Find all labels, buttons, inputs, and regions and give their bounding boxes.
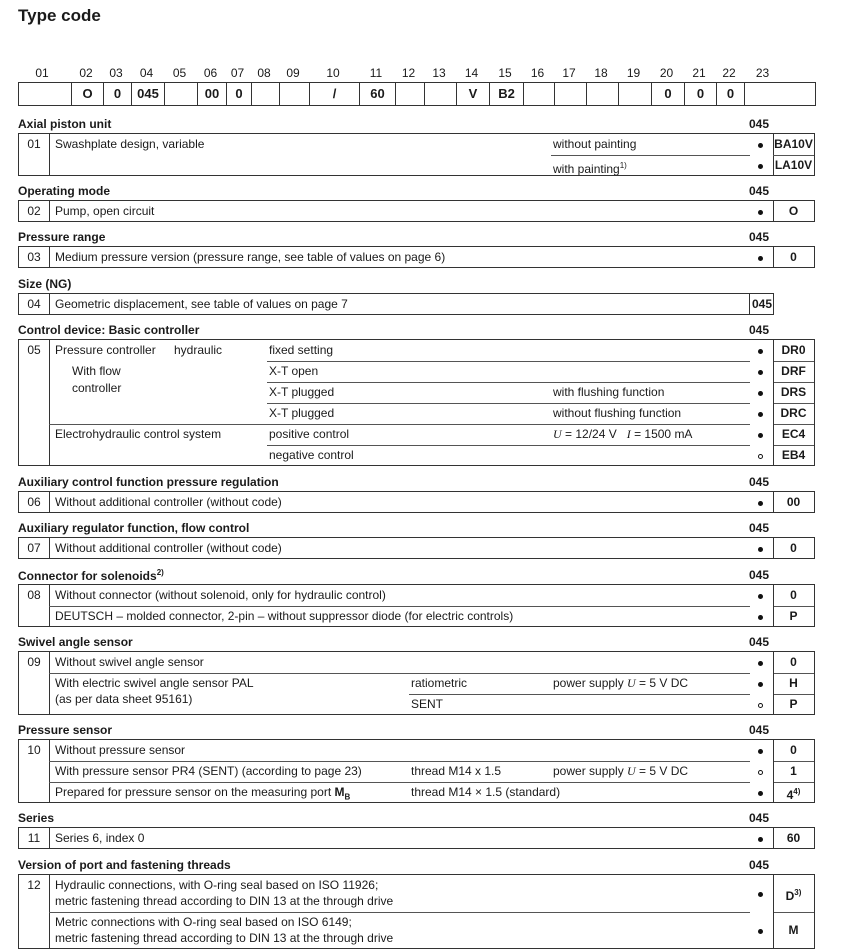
position-number: 10: [326, 66, 340, 80]
standard-dot-icon: [758, 433, 763, 438]
swivel-desc-2a: With electric swivel angle sensor PAL: [55, 676, 254, 690]
size-desc: Geometric displacement, see table of values on page 7: [55, 297, 348, 311]
code-connector-0: 0: [790, 588, 797, 602]
without-flushing: without flushing function: [553, 406, 682, 420]
row-number: 07: [27, 541, 41, 555]
on-request-circle-icon: [758, 703, 763, 708]
standard-dot-icon: [758, 791, 763, 796]
table-port: [18, 874, 815, 949]
type-code-cell: 00: [197, 83, 226, 105]
sent: SENT: [411, 697, 444, 711]
xt-plugged-1: X-T plugged: [269, 385, 335, 399]
standard-dot-icon: [758, 749, 763, 754]
code-drc: DRC: [780, 406, 807, 420]
position-number: 18: [594, 66, 608, 80]
code-ba10v: BA10V: [774, 137, 813, 151]
type-code-cell: [523, 83, 554, 105]
section-code-col: 045: [749, 723, 770, 737]
mode-desc: Pump, open circuit: [55, 204, 155, 218]
position-number: 06: [203, 66, 218, 80]
section-title-psensor: Pressure sensor: [18, 723, 113, 737]
position-number: 09: [286, 66, 300, 80]
section-title-pressure: Pressure range: [18, 230, 106, 244]
type-code-cell: [251, 83, 279, 105]
code-port-d: $D^{3)}$: [785, 888, 802, 903]
port-desc-1b: metric fastening thread according to DIN 13 at the through drive: [55, 894, 394, 908]
type-code-cell: 0: [103, 83, 131, 105]
row-number: 02: [27, 204, 41, 218]
xt-plugged-2: X-T plugged: [269, 406, 335, 420]
code-swivel-0: 0: [790, 655, 797, 669]
position-number: 19: [626, 66, 641, 80]
type-code-cell: [586, 83, 618, 105]
type-code-cell: [19, 83, 71, 105]
aux-pressure-desc: Without additional controller (without code): [55, 495, 282, 509]
position-number: 16: [530, 66, 545, 80]
type-code-cell: 60: [359, 83, 395, 105]
section-code-col: 045: [749, 635, 770, 649]
series-desc: Series 6, index 0: [55, 831, 145, 845]
section-title-size: Size (NG): [18, 277, 72, 291]
axial-desc: Swashplate design, variable: [55, 137, 205, 151]
standard-dot-icon: [758, 370, 763, 375]
standard-dot-icon: [758, 143, 763, 148]
row-number: 03: [27, 250, 41, 264]
ehc-label: Electrohydraulic control system: [55, 427, 222, 441]
positive-control: positive control: [269, 427, 350, 441]
code-size: 045: [751, 297, 773, 311]
row-number: 10: [27, 743, 41, 757]
code-swivel-p: P: [789, 697, 798, 711]
type-code-cell: /: [309, 83, 359, 105]
position-number: 08: [257, 66, 271, 80]
type-code-cell: [279, 83, 309, 105]
type-code-cell: 0: [684, 83, 716, 105]
position-number: 14: [464, 66, 479, 80]
table-pressure: [18, 246, 815, 268]
standard-dot-icon: [758, 164, 763, 169]
negative-control: negative control: [269, 448, 354, 462]
type-code-cell: [554, 83, 586, 105]
position-number: 02: [79, 66, 93, 80]
position-number: 23: [755, 66, 770, 80]
position-number: 11: [369, 66, 383, 80]
code-la10v: LA10V: [774, 158, 813, 172]
code-connector-p: P: [789, 609, 798, 623]
type-code-cell: O: [71, 83, 103, 105]
section-code-col: 045: [749, 184, 770, 198]
table-series: [18, 827, 815, 849]
position-number: 03: [109, 66, 123, 80]
section-title-axial: Axial piston unit: [18, 117, 112, 131]
pressure-controller-label: Pressure controller: [55, 343, 156, 357]
type-code-cell: V: [456, 83, 489, 105]
section-title-aux-pressure: Auxiliary control function pressure regulation: [18, 475, 279, 489]
port-desc-1a: Hydraulic connections, with O-ring seal based on ISO 11926;: [55, 878, 379, 892]
code-eb4: EB4: [781, 448, 806, 462]
aux-flow-desc: Without additional controller (without code): [55, 541, 282, 555]
position-number: 20: [659, 66, 674, 80]
row-number: 05: [27, 343, 41, 357]
on-request-circle-icon: [758, 770, 763, 775]
fixed-setting: fixed setting: [269, 343, 334, 357]
section-title-port: Version of port and fastening threads: [18, 858, 231, 872]
standard-dot-icon: [758, 661, 763, 666]
psensor-desc-2: With pressure sensor PR4 (SENT) (according to page 23): [55, 764, 362, 778]
row-number: 01: [27, 137, 41, 151]
standard-dot-icon: [758, 501, 763, 506]
standard-dot-icon: [758, 256, 763, 261]
code-aux-pressure: 00: [786, 495, 801, 509]
table-swivel: [18, 651, 815, 715]
psensor-power-supply: power supply U = 5 V DC: [553, 764, 689, 778]
row-number: 04: [27, 297, 41, 311]
standard-dot-icon: [758, 412, 763, 417]
type-code-cell: [395, 83, 424, 105]
code-ec4: EC4: [781, 427, 806, 441]
standard-dot-icon: [758, 892, 763, 897]
type-code-cell: 0: [651, 83, 684, 105]
table-control: [18, 339, 815, 466]
section-code-col: 045: [749, 323, 770, 337]
thread-2: thread M14 × 1.5 (standard): [411, 785, 561, 799]
section-title-series: Series: [18, 811, 55, 825]
type-code-cell: B2: [489, 83, 523, 105]
section-title-aux-flow: Auxiliary regulator function, flow control: [18, 521, 250, 535]
position-number: 17: [562, 66, 576, 80]
port-desc-2b: metric fastening thread according to DIN 13 at the through drive: [55, 931, 394, 945]
code-mode: O: [788, 204, 799, 218]
standard-dot-icon: [758, 547, 763, 552]
code-series: 60: [786, 831, 801, 845]
code-psensor-1: 1: [790, 764, 797, 778]
standard-dot-icon: [758, 349, 763, 354]
code-drf: DRF: [781, 364, 806, 378]
with-flushing: with flushing function: [553, 385, 665, 399]
code-port-m: M: [788, 923, 799, 937]
ratiometric: ratiometric: [411, 676, 468, 690]
position-number: 04: [139, 66, 154, 80]
type-code-box: [18, 82, 816, 106]
connector-desc-1: Without connector (without solenoid, only for hydraulic control): [55, 588, 386, 602]
row-number: 06: [27, 495, 41, 509]
position-number: 13: [432, 66, 446, 80]
page-title: Type code: [18, 6, 101, 25]
position-numbers: [18, 66, 816, 81]
section-title-swivel: Swivel angle sensor: [18, 635, 133, 649]
section-code-col: 045: [749, 811, 770, 825]
section-title-mode: Operating mode: [18, 184, 111, 198]
xt-open: X-T open: [269, 364, 319, 378]
section-title-control: Control device: Basic controller: [18, 323, 200, 337]
swivel-desc-2b: (as per data sheet 95161): [55, 692, 193, 706]
table-connector: [18, 584, 815, 627]
table-axial: [18, 133, 815, 176]
position-number: 05: [172, 66, 187, 80]
type-code-cell: [744, 83, 783, 105]
ehc-rating: U = 12/24 V I = 1500 mA: [553, 427, 693, 441]
section-code-col: 045: [749, 475, 770, 489]
section-code-col: 045: [749, 568, 770, 582]
type-code-cell: [164, 83, 197, 105]
code-psensor-4: 4$^{4)}$: [786, 787, 801, 802]
pressure-desc: Medium pressure version (pressure range, see table of values on page 6): [55, 250, 446, 264]
table-aux-pressure: [18, 491, 815, 513]
standard-dot-icon: [758, 210, 763, 215]
type-code-cell: 0: [226, 83, 251, 105]
on-request-circle-icon: [758, 454, 763, 459]
thread-1: thread M14 x 1.5: [411, 764, 502, 778]
code-psensor-0: 0: [790, 743, 797, 757]
section-code-col: 045: [749, 230, 770, 244]
code-dr0: DR0: [781, 343, 806, 357]
table-aux-flow: [18, 537, 815, 559]
code-swivel-h: H: [789, 676, 798, 690]
table-psensor: [18, 739, 815, 803]
swivel-power-supply: power supply U = 5 V DC: [553, 676, 689, 690]
standard-dot-icon: [758, 391, 763, 396]
section-code-col: 045: [749, 858, 770, 872]
row-number: 11: [27, 831, 41, 845]
standard-dot-icon: [758, 615, 763, 620]
standard-dot-icon: [758, 929, 763, 934]
position-number: 15: [498, 66, 512, 80]
code-drs: DRS: [780, 385, 807, 399]
swivel-desc-1: Without swivel angle sensor: [55, 655, 204, 669]
code-pressure: 0: [790, 250, 797, 264]
psensor-desc-1: Without pressure sensor: [55, 743, 186, 757]
position-number: 01: [35, 66, 49, 80]
hydraulic-label: hydraulic: [174, 343, 223, 357]
axial-opt1: without painting: [553, 137, 637, 151]
code-aux-flow: 0: [790, 541, 797, 555]
position-number: 12: [401, 66, 416, 80]
row-number: 09: [27, 655, 41, 669]
standard-dot-icon: [758, 594, 763, 599]
row-number: 08: [27, 588, 41, 602]
type-code-cell: [424, 83, 456, 105]
section-title-connector: Connector for solenoids$^{2)}$: [18, 568, 164, 583]
standard-dot-icon: [758, 682, 763, 687]
type-code-cell: 0: [716, 83, 744, 105]
position-number: 22: [722, 66, 736, 80]
with-flow-label: With flow: [72, 364, 121, 378]
row-number: 12: [27, 878, 41, 892]
controller-label: controller: [72, 381, 122, 395]
position-number: 07: [230, 66, 245, 80]
type-code-cell: [618, 83, 651, 105]
table-size: [18, 293, 774, 315]
position-number: 21: [692, 66, 706, 80]
psensor-desc-3: Prepared for pressure sensor on the measuring port $M_B$: [55, 785, 351, 802]
section-code-col: 045: [749, 521, 770, 535]
standard-dot-icon: [758, 837, 763, 842]
port-desc-2a: Metric connections with O-ring seal based on ISO 6149;: [55, 915, 352, 929]
axial-opt2: with painting$^{1)}$: [553, 161, 627, 176]
type-code-cell: 045: [131, 83, 164, 105]
table-mode: [18, 200, 815, 222]
connector-desc-2: DEUTSCH – molded connector, 2-pin – without suppressor diode (for electric controls): [55, 609, 514, 623]
section-code-col: 045: [749, 117, 770, 131]
